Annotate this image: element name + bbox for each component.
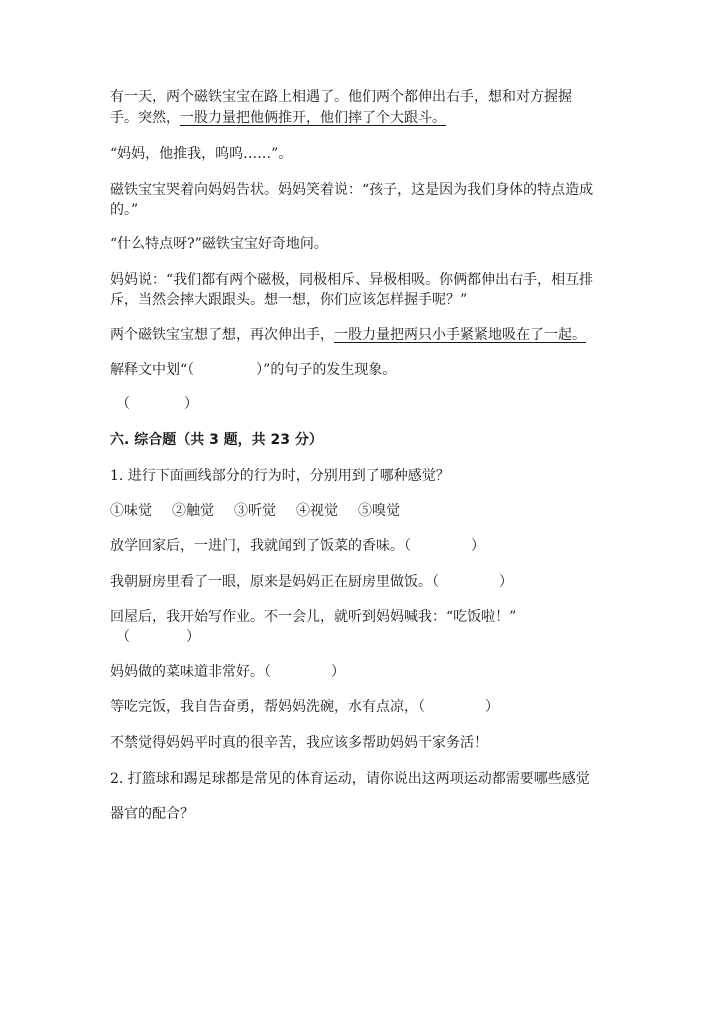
q1-prompt <box>110 466 450 486</box>
q2-prompt-line-1 <box>110 769 590 789</box>
story-paragraph-2 <box>110 144 292 164</box>
q1-sentence-6 <box>110 733 488 753</box>
section-title: 六. 综合题（共 3 题，共 23 分） <box>110 432 323 448</box>
paren-close: ） <box>485 699 499 715</box>
question-text: 器官的配合？ <box>110 806 194 822</box>
sentence-text: 不禁觉得妈妈平时真的很辛苦，我应该多帮助妈妈干家务活！ <box>110 735 488 751</box>
q1-sentence-3-line-1 <box>110 607 516 627</box>
story-paragraph-5-line-2 <box>110 290 467 310</box>
q2-prompt-line-2 <box>110 804 194 824</box>
paren-close: ） <box>499 574 513 590</box>
sentence-text: 放学回家后，一进门，我就闻到了饭菜的香味。（ <box>110 538 411 554</box>
story-paragraph-1-line-2 <box>110 108 446 128</box>
story-text: 两个磁铁宝宝想了想，再次伸出手， <box>110 327 334 343</box>
story-paragraph-1-line-1 <box>110 87 572 107</box>
story-text: 斥，当然会摔大跟跟头。想一想，你们应该怎样握手呢？” <box>110 292 468 308</box>
story-question <box>110 360 396 380</box>
sentence-text: 回屋后，我开始写作业。不一会儿，就听到妈妈喊我：“吃饭啦！” <box>110 609 517 625</box>
story-text: 妈妈说：“我们都有两个磁极，同极相斥、异极相吸。你俩都伸出右手，相互排 <box>110 272 594 288</box>
story-paragraph-5-line-1 <box>110 270 593 290</box>
story-paragraph-3-line-1 <box>110 180 593 200</box>
story-paragraph-6 <box>110 325 586 345</box>
underlined-sentence-attract: 一股力量把两只小手紧紧地吸在了一起。 <box>334 327 586 343</box>
story-answer-blank[interactable] <box>116 394 198 414</box>
sentence-text: 妈妈做的菜味道非常好。（ <box>110 664 271 680</box>
q1-sentence-2 <box>110 572 513 592</box>
paren-close: ） <box>184 396 198 412</box>
story-text: 磁铁宝宝哭着向妈妈告状。妈妈笑着说：“孩子，这是因为我们身体的特点造成 <box>110 182 594 198</box>
option-taste: ①味觉 <box>110 503 152 519</box>
story-paragraph-3-line-2 <box>110 200 138 220</box>
option-smell: ⑤嗅觉 <box>358 503 400 519</box>
paren-close: ） <box>471 538 485 554</box>
q1-sentence-3-blank[interactable] <box>116 627 200 647</box>
underlined-sentence-push: 一股力量把他俩推开，他们摔了个大跟斗。 <box>180 110 446 126</box>
option-hearing: ③听觉 <box>234 503 276 519</box>
question-text: 2. 打篮球和踢足球都是常见的体育运动，请你说出这两项运动都需要哪些感觉 <box>110 771 590 787</box>
paren-open: （ <box>116 396 130 412</box>
question-text-start: 解释文中划“（ <box>110 362 195 378</box>
story-text: “什么特点呀?”磁铁宝宝好奇地问。 <box>110 236 328 252</box>
story-paragraph-4 <box>110 234 328 254</box>
story-text: 手。突然， <box>110 110 180 126</box>
question-text-end: ）”的句子的发生现象。 <box>256 362 397 378</box>
story-text: “妈妈，他推我，呜呜……”。 <box>110 146 293 162</box>
paren-close: ） <box>186 629 200 645</box>
sentence-text: 我朝厨房里看了一眼，原来是妈妈正在厨房里做饭。（ <box>110 574 439 590</box>
paren-open: （ <box>116 629 130 645</box>
q1-sentence-5 <box>110 697 499 717</box>
option-sight: ④视觉 <box>296 503 338 519</box>
q1-sentence-4 <box>110 662 345 682</box>
story-text: 的。” <box>110 202 139 218</box>
q1-options <box>110 501 400 521</box>
story-text: 有一天，两个磁铁宝宝在路上相遇了。他们两个都伸出右手，想和对方握握 <box>110 89 572 105</box>
q1-sentence-1 <box>110 536 485 556</box>
section-6-heading <box>110 430 323 450</box>
paren-close: ） <box>331 664 345 680</box>
sentence-text: 等吃完饭，我自告奋勇，帮妈妈洗碗，水有点凉，（ <box>110 699 425 715</box>
option-touch: ②触觉 <box>172 503 214 519</box>
question-text: 1. 进行下面画线部分的行为时，分别用到了哪种感觉？ <box>110 468 450 484</box>
